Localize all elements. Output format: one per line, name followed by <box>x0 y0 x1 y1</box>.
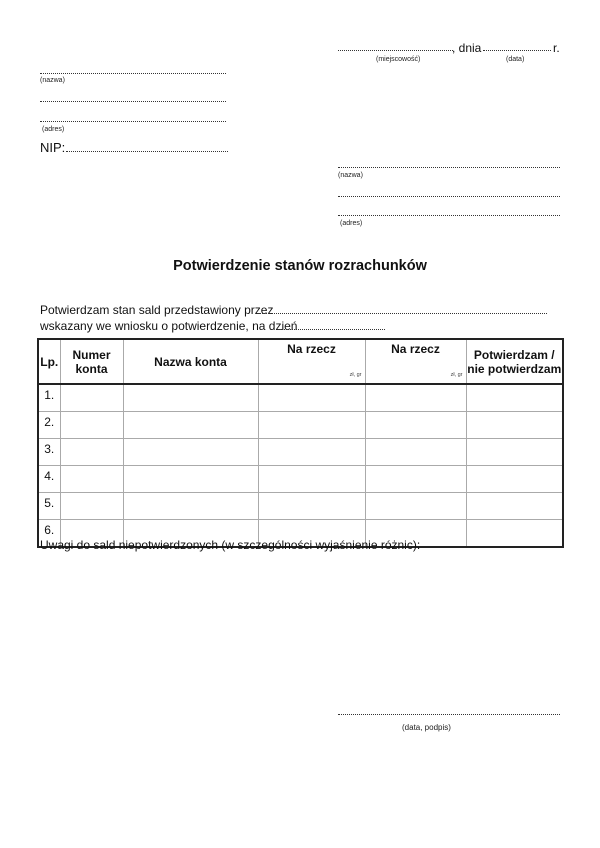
table-row <box>38 466 563 493</box>
header-confirm <box>466 339 563 384</box>
sender-name-field[interactable] <box>40 73 226 74</box>
recipient-address-caption: (adres) <box>340 220 363 227</box>
row-number: 6. <box>38 520 60 548</box>
recipient-name-caption: (nazwa) <box>338 172 363 179</box>
header-on-behalf-2-label: Na rzecz <box>391 342 440 356</box>
header-lp-label: Lp. <box>40 354 59 369</box>
account-name-cell[interactable] <box>123 439 258 466</box>
confirm-cell[interactable] <box>466 493 563 520</box>
confirm-cell[interactable] <box>466 466 563 493</box>
on-behalf-2-cell[interactable] <box>365 412 466 439</box>
table-row <box>38 493 563 520</box>
account-name-cell[interactable] <box>123 466 258 493</box>
sender-address-field-2[interactable] <box>40 121 226 122</box>
signature-caption: (data, podpis) <box>402 723 451 732</box>
on-behalf-1-cell[interactable] <box>258 439 365 466</box>
nip-field[interactable] <box>66 151 228 152</box>
confirm-cell[interactable] <box>466 439 563 466</box>
table-row <box>38 384 563 412</box>
on-behalf-1-cell[interactable] <box>258 493 365 520</box>
header-on-behalf-2 <box>365 339 466 384</box>
header-confirm-line2: nie potwierdzam <box>467 361 562 376</box>
unit-label-1: zł, gr <box>349 372 362 378</box>
remarks-label: Uwagi do sald niepotwierdzonych (w szczególności wyjaśnienie różnic): <box>40 538 421 552</box>
counterparty-field[interactable] <box>259 313 547 314</box>
statement-line-2: wskazany we wniosku o potwierdzenie, na dzień <box>40 319 298 333</box>
sender-address-field-1[interactable] <box>40 101 226 102</box>
table-row <box>38 439 563 466</box>
balance-date-field[interactable] <box>281 329 385 330</box>
on-behalf-1-cell[interactable] <box>258 412 365 439</box>
sender-name-caption: (nazwa) <box>40 77 65 84</box>
row-number: 1. <box>38 384 60 412</box>
nip-label: NIP: <box>40 140 66 155</box>
on-behalf-2-cell[interactable] <box>365 466 466 493</box>
recipient-address-field-2[interactable] <box>338 215 560 216</box>
statement-line-1: Potwierdzam stan sald przedstawiony przez <box>40 303 274 317</box>
header-lp <box>38 339 60 384</box>
on-behalf-2-cell[interactable] <box>365 439 466 466</box>
row-number: 5. <box>38 493 60 520</box>
header-account-name-label: Nazwa konta <box>154 354 227 369</box>
recipient-address-field-1[interactable] <box>338 196 560 197</box>
account-number-cell[interactable] <box>60 412 123 439</box>
year-suffix: r. <box>553 41 560 55</box>
account-name-cell[interactable] <box>123 412 258 439</box>
row-number: 2. <box>38 412 60 439</box>
confirm-cell[interactable] <box>466 520 563 548</box>
table-row <box>38 412 563 439</box>
on-behalf-1-cell[interactable] <box>258 466 365 493</box>
on-behalf-1-cell[interactable] <box>258 384 365 412</box>
dnia-label: , dnia <box>452 41 482 55</box>
table-header-row <box>38 339 563 384</box>
page-title: Potwierdzenie stanów rozrachunków <box>173 258 427 274</box>
date-caption: (data) <box>506 56 525 63</box>
unit-label-2: zł, gr <box>450 372 463 378</box>
account-number-cell[interactable] <box>60 466 123 493</box>
account-number-cell[interactable] <box>60 493 123 520</box>
on-behalf-2-cell[interactable] <box>365 384 466 412</box>
row-number: 4. <box>38 466 60 493</box>
balances-table <box>37 338 564 548</box>
header-confirm-line1: Potwierdzam / <box>473 347 555 362</box>
confirm-cell[interactable] <box>466 384 563 412</box>
account-number-cell[interactable] <box>60 439 123 466</box>
on-behalf-2-cell[interactable] <box>365 493 466 520</box>
header-account-name <box>123 339 258 384</box>
recipient-name-field[interactable] <box>338 167 560 168</box>
confirm-cell[interactable] <box>466 412 563 439</box>
sender-address-caption: (adres) <box>42 126 65 133</box>
place-caption: (miejscowość) <box>376 56 421 63</box>
header-account-number-line2: konta <box>75 361 108 376</box>
header-account-number <box>60 339 123 384</box>
header-on-behalf-1-label: Na rzecz <box>287 342 336 356</box>
remarks-area[interactable] <box>40 556 560 696</box>
date-field[interactable] <box>483 50 551 51</box>
account-name-cell[interactable] <box>123 384 258 412</box>
account-number-cell[interactable] <box>60 384 123 412</box>
signature-field[interactable] <box>338 714 560 715</box>
header-account-number-line1: Numer <box>72 347 111 362</box>
place-field[interactable] <box>338 50 453 51</box>
row-number: 3. <box>38 439 60 466</box>
account-name-cell[interactable] <box>123 493 258 520</box>
header-on-behalf-1 <box>258 339 365 384</box>
